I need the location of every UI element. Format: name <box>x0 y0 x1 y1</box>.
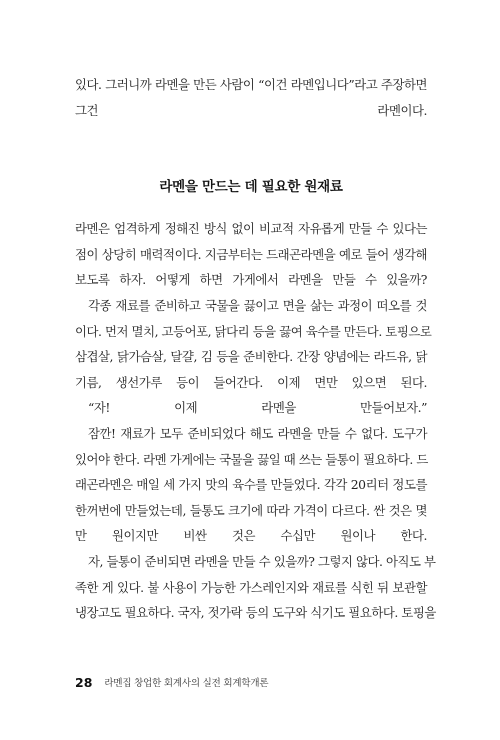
text-line: 삼겹살, 닭가슴살, 달걀, 김 등을 준비한다. 간장 양념에는 라드유, 닭 <box>75 349 427 365</box>
text-line: 점이 상당히 매력적이다. 지금부터는 드래곤라멘을 예로 들어 생각해 <box>75 246 427 262</box>
text-line: 기름, 생선가루 등이 들어간다. 이제 면만 있으면 된다. <box>75 374 427 390</box>
text-line: 자, 들통이 준비되면 라멘을 만들 수 있을까? 그렇지 않다. 아직도 부 <box>88 554 436 569</box>
body-paragraph <box>75 421 427 549</box>
text-line: 있어야 한다. 라멘 가게에는 국물을 끓일 때 쓰는 들통이 필요하다. 드 <box>75 451 428 467</box>
text-line: “자! 이제 라멘을 만들어보자.” <box>88 400 427 415</box>
text-line: 냉장고도 필요하다. 국자, 젓가락 등의 도구와 식기도 필요하다. 토핑을 <box>75 605 436 621</box>
text-line: 잠깐! 재료가 모두 준비되었다 해도 라멘을 만들 수 없다. 도구가 <box>88 426 427 441</box>
body-paragraph <box>75 293 432 395</box>
section-heading: 라멘을 만드는 데 필요한 원재료 <box>159 179 343 195</box>
text-line: 그건 라멘이다. <box>75 102 427 118</box>
text-line: 이다. 먼저 멸치, 고등어포, 닭다리 등을 끓여 육수를 만든다. 토핑으로 <box>75 323 432 339</box>
page-number: 28 <box>75 674 93 690</box>
text-line: 보도록 하자. 어떻게 하면 가게에서 라멘을 만들 수 있을까? <box>75 272 427 288</box>
text-line: 래곤라멘은 매일 세 가지 맛의 육수를 만들었다. 각각 20리터 정도를 <box>75 477 427 493</box>
text-line: 만 원이지만 비싼 것은 수십만 원이나 한다. <box>75 528 427 544</box>
text-line: 있다. 그러니까 라멘을 만든 사람이 “이건 라멘입니다”라고 주장하면 <box>75 77 427 92</box>
body-paragraph <box>75 549 436 626</box>
dialogue-line <box>75 395 427 421</box>
running-title: 라멘집 창업한 회계사의 실전 회계학개론 <box>104 678 269 689</box>
text-line: 한꺼번에 만들었는데, 들통도 크기에 따라 가격이 다르다. 싼 것은 몇 <box>75 502 427 518</box>
intro-paragraph <box>75 72 427 123</box>
page-footer <box>75 672 268 692</box>
text-line: 족한 게 있다. 불 사용이 가능한 가스레인지와 재료를 식힌 뒤 보관할 <box>75 579 427 595</box>
text-line: 라멘은 엄격하게 정해진 방식 없이 비교적 자유롭게 만들 수 있다는 <box>75 221 427 236</box>
body-paragraph <box>75 216 427 293</box>
text-line: 각종 재료를 준비하고 국물을 끓이고 면을 삶는 과정이 떠오를 것 <box>88 298 427 313</box>
